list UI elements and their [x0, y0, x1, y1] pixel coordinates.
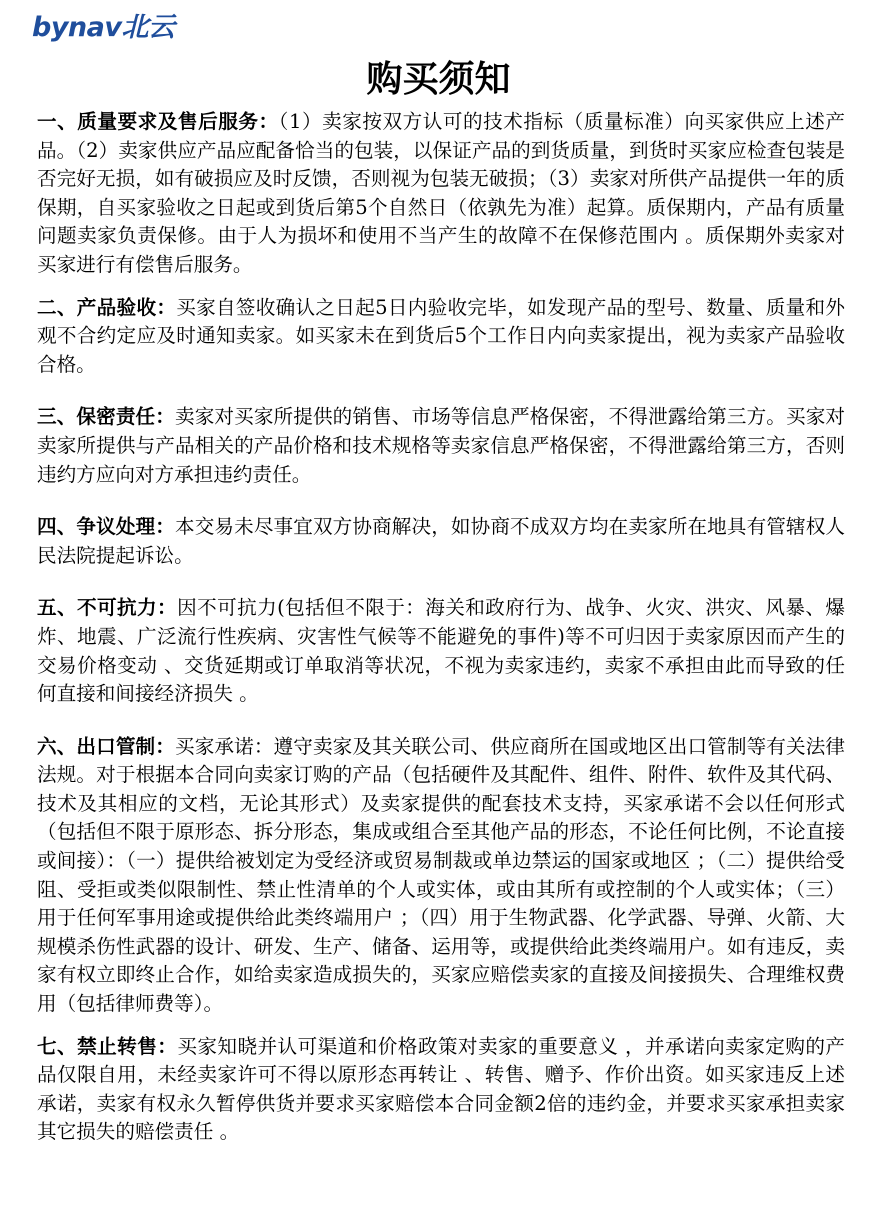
section-heading: 二、产品验收： [37, 295, 177, 319]
section-body: 本交易未尽事宜双方协商解决，如协商不成双方均在卖家所在地具有管辖权人民法院提起诉讼。 [37, 515, 846, 567]
section-resale-prohibition [37, 1033, 845, 1147]
section-body: 买家承诺：遵守卖家及其关联公司、供应商所在国或地区出口管制等有关法律法规。对于根据本合同向卖家订购的产品（包括硬件及其配件、组件、附件、软件及其代码、技术及其相应的文档，无论其形式）及卖家提供的配套技术支持，买家承诺不会以任何形式（包括但不限于原形态、拆分形态，集成或组合至其他产品的形态，不论任何比例，不论直接或间接）：（一）提供给被划定为受经济或贸易制裁或单边禁运的国家或地区 ；（二）提供给受阻、受拒或类似限制性、禁止性清单的个人或实体，或由其所有或控制的个人或实体；（三）用于任何军事用途或提供给此类终端用户 ；（四）用于生物武器、化学武器、导弹、火箭、大规模杀伤性武器的设计、研发、生产、储备、运用等，或提供给此类终端用户。如有违反，卖家有权立即终止合作，如给卖家造成损失的，买家应赔偿卖家的直接及间接损失、合理维权费用（包括律师费等）。 [37, 734, 846, 1016]
section-body: 因不可抗力(包括但不限于：海关和政府行为、战争、火灾、洪灾、风暴、爆炸、地震、广泛流行性疾病、灾害性气候等不能避免的事件)等不可归因于卖家原因而产生的交易价格变动 、交货延期或订单取消等状况，不视为卖家违约，卖家不承担由此而导致的任何直接和间接经济损失 。 [37, 596, 845, 706]
section-export-control [37, 733, 845, 1019]
section-dispute-resolution [37, 513, 845, 570]
section-heading: 六、出口管制： [37, 734, 175, 758]
document-title: 购买须知 [366, 59, 511, 100]
section-force-majeure [37, 594, 845, 708]
document-body [37, 108, 845, 1147]
section-heading: 三、保密责任： [37, 405, 175, 429]
section-body: （1）卖家按双方认可的技术指标（质量标准）向买家供应上述产品。（2）卖家供应产品应配备恰当的包装，以保证产品的到货质量，到货时买家应检查包装是否完好无损，如有破损应及时反馈，否则视为包装无破损；（3）卖家对所供产品提供一年的质保期，自买家验收之日起或到货后第5个自然日（依孰先为准）起算。质保期内，产品有质量问题卖家负责保修。由于人为损坏和使用不当产生的故障不在保修范围内 。质保期外卖家对买家进行有偿售后服务。 [37, 110, 846, 276]
section-heading: 四、争议处理： [37, 515, 175, 539]
brand-logo: bynav北云 [32, 11, 175, 43]
section-product-acceptance [37, 294, 845, 380]
section-quality-service [37, 108, 845, 280]
section-confidentiality [37, 403, 845, 489]
section-heading: 一、质量要求及售后服务： [37, 110, 279, 133]
section-body: 卖家对买家所提供的销售、市场等信息严格保密，不得泄露给第三方。买家对卖家所提供与产品相关的产品价格和技术规格等卖家信息严格保密，不得泄露给第三方，否则违约方应向对方承担违约责任。 [37, 405, 846, 486]
section-body: 买家知晓并认可渠道和价格政策对卖家的重要意义 ，并承诺向卖家定购的产品仅限自用，未经卖家许可不得以原形态再转让 、转售、赠予、作价出资。如买家违反上述承诺，卖家有权永久暂停供货并要求买家赔偿本合同金额2倍的违约金，并要求买家承担卖家其它损失的赔偿责任 。 [37, 1034, 845, 1144]
section-heading: 五、不可抗力： [37, 596, 178, 620]
section-body: 买家自签收确认之日起5日内验收完毕，如发现产品的型号、数量、质量和外观不合约定应及时通知卖家。如买家未在到货后5个工作日内向卖家提出，视为卖家产品验收合格。 [37, 295, 845, 376]
section-heading: 七、禁止转售： [37, 1034, 178, 1058]
